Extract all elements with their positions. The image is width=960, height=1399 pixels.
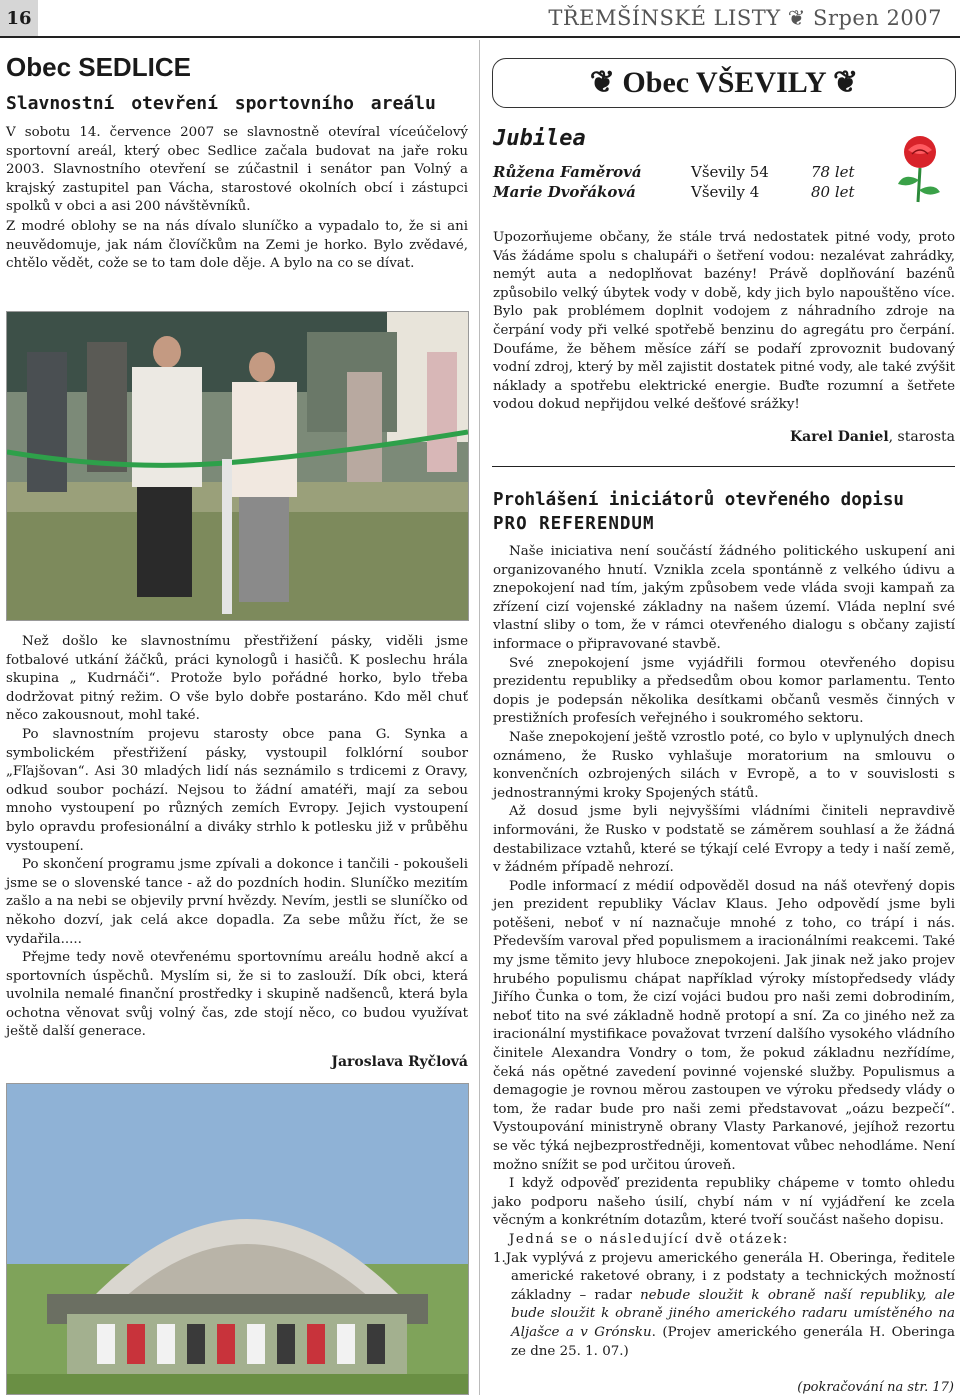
folklore-ensemble-photo: [6, 1083, 469, 1395]
article-title-line-1: Prohlášení iniciátorů otevřeného dopisu: [493, 490, 904, 510]
vsevily-title: ❦ Obec VŠEVILY ❦: [589, 66, 859, 99]
left-article-intro: [6, 124, 468, 274]
header-rule: [0, 36, 960, 38]
question-1-text: 1.Jak vyplývá z projevu amerického generála H. Oberinga, ředitele americké raketové obrany, i z podstaty a technických možností základny – radar: [493, 1250, 955, 1303]
jubilee-age: 78 let: [811, 163, 855, 181]
folklore-ensemble-illustration: [7, 1084, 468, 1394]
ribbon-cutting-photo: [6, 311, 469, 621]
question-1-emphasis: nebude sloužit k obraně naší republiky, ale bude sloužit k obraně jiného amerického radaru umístěného na Aljašce a v Grónsku: [511, 1287, 955, 1340]
jubilee-name: Marie Dvořáková: [493, 183, 636, 201]
article-title-line-2: PRO REFERENDUM: [493, 514, 655, 534]
notice-signature: [493, 429, 955, 445]
jubilee-place: Vševily 54: [691, 163, 769, 181]
paragraph: Naše znepokojení ještě vzrostlo poté, co bylo v uplynulých dnech oznámeno, že Rusko vyhlašuje moratorium na smlouvu o konvenčních ozbrojených silách v Evropě, a to v souvislosti s jednostrannými kroky Spojených států.: [493, 729, 955, 801]
questions-intro: Jedná se o následující dvě otázek:: [509, 1231, 789, 1247]
paragraph: Upozorňujeme občany, že stále trvá nedostatek pitné vody, proto Vás žádáme spolu s chalupáři o šetření vodou: nezalévat zahrádky, nemýt auta a nedoplňovat bazény! Právě doplňování bazénů způsobilo velký úbytek vody v době, kdy jich bylo napouštěno více. Bylo pak problémem doplnit vodojem z náhradního zdroje na čerpání vody při velké spotřebě benzinu do agregátu pro čerpání. Doufáme, že během měsíce září se podaří zprovoznit budovaný vodní zdroj, který by měl zajistit dostatek pitné vody, ale také zvýšit náklady a spotřebu elektrické energie. Buďte rozumní a šetřete vodou dokud nepřijdou velké dešťové srážky!: [493, 230, 955, 413]
signature-role: , starosta: [888, 429, 955, 445]
jubilee-row: [493, 162, 873, 182]
masthead: TŘEMŠÍNSKÉ LISTY ❦ Srpen 2007: [548, 6, 942, 30]
paragraph: Až dosud jsme byli nejvyššími vládními činiteli nepravdivě informováni, že Rusko v podstatě se záměrem souhlasí a že žádná destabilizace vztahů, které se týkají celé Evropy a tedy i naší země, v žádném případě nehrozí.: [493, 804, 955, 876]
left-article-body: [6, 633, 468, 1042]
left-article-subtitle: Slavnostní otevření sportovního areálu: [6, 93, 436, 114]
paragraph: V sobotu 14. července 2007 se slavnostně otevíral víceúčelový sportovní areál, který obec Sedlice začala budovat na jaře roku 2003. Slavnostního otevření se zúčastnil i senátor pan Volný a krajský zastupitel pan Vácha, starostové okolních obcí i zástupci spolků v obci a asi 200 návštěvníků.: [6, 125, 468, 215]
paragraph: Než došlo ke slavnostnímu přestřižení pásky, viděli jsme fotbalové utkání žáčků, práci kynologů i hasičů. K poslechu hrála skupina „ Kudrnáči“. Protože bylo pořádné horko, bylo třeba dodržovat pitný režim. O vše bylo dobře postaráno. Kdo měl chuť něco zakousnout, mohl také.: [6, 634, 468, 724]
paragraph: Po skončení programu jsme zpívali a dokonce i tančili - pokoušeli jsme se o slovenské tance - až do pozdních hodin. Sluníčko mezitím zašlo a na nebi se objevily první hvězdy. Nevím, jestli se sluníčko od někoho dozví, jak celá akce dopadla. Za sebe můžu říct, že se vydařila.....: [6, 857, 468, 947]
jubilee-name: Růžena Faměrová: [493, 163, 642, 181]
paragraph: Po slavnostním projevu starosty obce pana G. Synka a symbolickém přestřižení pásky, vystoupil folklórní soubor „Fľajšovan“. Asi 30 mladých lidí nás seznámilo s trdicemi z Oravy, odkud soubor pochází. Nejsou to žádní amatéři, mají za sebou mnoho vystoupení po různých zemích Evropy. Jejich vystoupení bylo opravdu profesionální a diváky strhlo k potlesku již v průběhu vystoupení.: [6, 726, 468, 854]
section-rule: [492, 466, 955, 467]
paragraph: Své znepokojení jsme vyjádřili formou otevřeného dopisu prezidentu republiky a předsedům obou komor parlamentu. Tento dopis je podepsán několika desítkami občanů vesměs činných v prestižních profesích veřejného i soukromého sektoru.: [493, 655, 955, 727]
rose-icon: [890, 132, 946, 204]
continued-note: (pokračování na str. 17): [797, 1380, 954, 1395]
left-article-signature: Jaroslava Ryčlová: [331, 1054, 468, 1070]
water-notice: [493, 229, 955, 415]
jubilee-row: [493, 182, 873, 202]
paragraph: Z modré oblohy se na nás dívalo sluníčko a vypadalo to, že si ani neuvědomuje, jak nám človíčkům na Zemi je horko. Bylo zvědavé, chtělo vědět, cože se to tam dole děje. A bylo na co se dívat.: [6, 218, 468, 272]
ribbon-cutting-illustration: [7, 312, 468, 620]
paragraph: I když odpověď prezidenta republiky chápeme v tomto ohledu jako podporu našeho úsilí, chybí nám v ní vyjádření ke zcela věcným a konkrétním dotazům, které tvoří součást našeho dopisu.: [493, 1176, 955, 1229]
left-section-title: Obec SEDLICE: [6, 52, 191, 82]
signature-name: Karel Daniel: [790, 429, 889, 445]
paragraph: Naše iniciativa není součástí žádného politického uskupení ani organizovaného hnutí. Vznikla zcela spontánně z velkého údivu a znepokojení nad tím, jakým způsobem vede vláda svoji kampaň za zřízení cizí vojenské základny na našem území. Vláda neplní své vlastní sliby o tom, že v rámci otevřeného dialogu s občany zajistí informace o připravované stavbě.: [493, 544, 955, 652]
paragraph: Přejme tedy nově otevřenému sportovnímu areálu hodně akcí a sportovních úspěchů. Myslím si, že si to zaslouží. Dík obci, která uvolnila nemalé finanční prostředky i skupině nadšenců, která byla ochotna věnovat svůj volný čas, zde stojí něco, co budou využívat ještě další generace.: [6, 950, 468, 1040]
page-number: 16: [0, 0, 38, 36]
jubilea-heading: Jubilea: [493, 126, 586, 151]
question-1: [493, 1250, 955, 1362]
vsevily-title-box: [492, 58, 956, 108]
jubilee-place: Vševily 4: [691, 183, 760, 201]
referendum-article-body: [493, 543, 955, 1361]
question-1-tail: . (Projev amerického generála H. Oberinga ze dne 25. 1. 07.): [511, 1324, 955, 1359]
jubilee-age: 80 let: [811, 183, 855, 201]
column-divider: [479, 40, 480, 1395]
paragraph: Podle informací z médií odpověděl dosud na náš otevřený dopis jen prezident republiky Václav Klaus. Jeho odpovědí jsme byli potěšeni, neboť v ní naznačuje mnohé z toho, co trápí i nás. Především varoval před populismem a iracionálními reakcemi. Také my jsme těmito jevy hluboce znepokojeni. Jak jinak než jako projev hrubého populismu chápat například výroky místopředsedy vlády Jiřího Čunka o tom, že cizí vojáci budou pro naši zemi dobrodiním, neboť tito na své základně hodně protopí a sní. Za co jiného než za iracionální mystifikace považovat tvrzení dalšího vysokého vládního činitele Alexandra Vondry o tom, že pokud základnu nezřídíme, čeká nás opětné zavedení povinné vojenské služby. Populismus a demagogie je rovnou měrou zastoupen ve výroku předsedy vlády o tom, že radar bude pro naši zemi představovat „oázu bezpečí“. Vystoupování ministryně obrany Vlasty Parkanové, jejíhož rezortu se věc týká nejbezprostředněji, komentovat vůbec nehodláme. Není možno snížit se pod určitou úroveň.: [493, 878, 955, 1173]
